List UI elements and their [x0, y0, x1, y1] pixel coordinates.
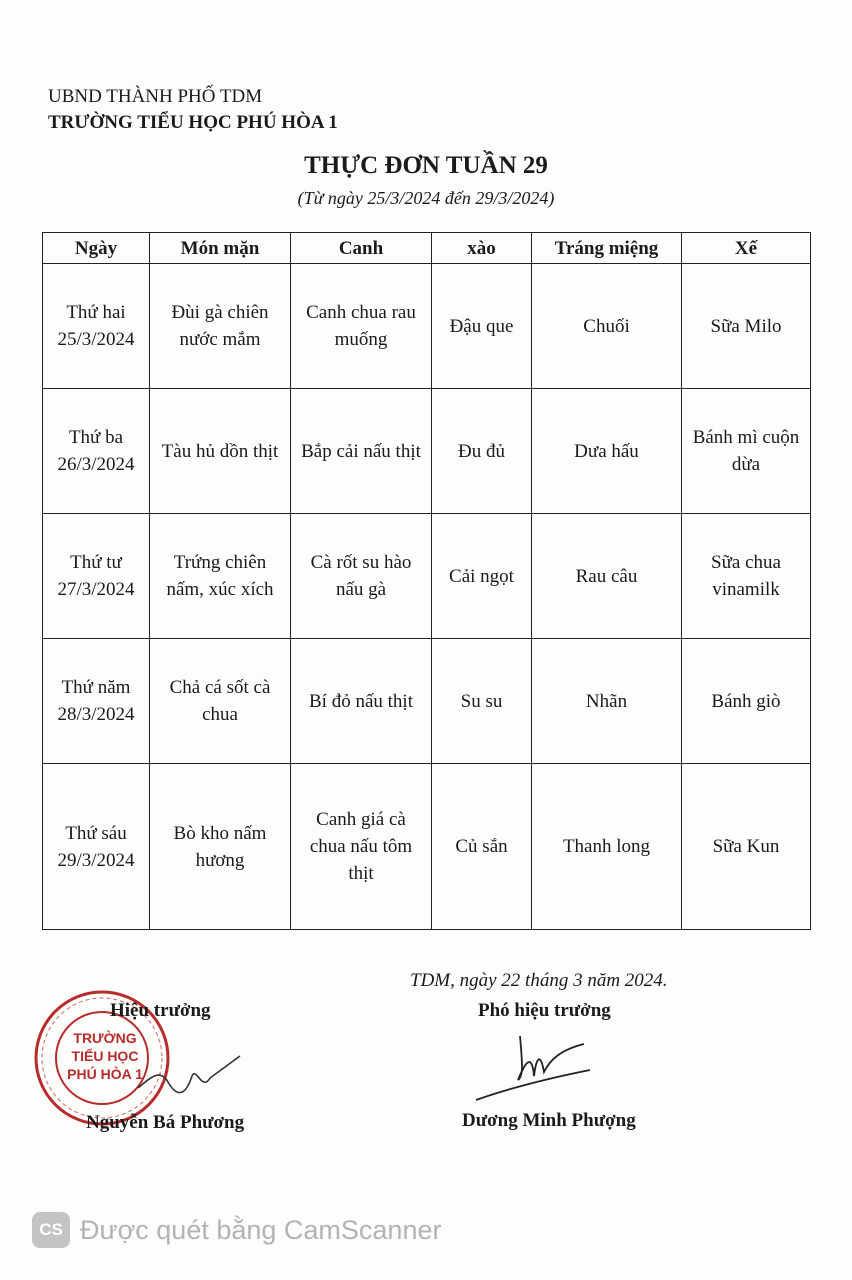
cell-mon-man: Trứng chiên nấm, xúc xích — [150, 514, 291, 639]
left-signature-icon — [130, 1048, 250, 1108]
cell-mon-man: Đùi gà chiên nước mắm — [150, 264, 291, 389]
header-xao: xào — [432, 233, 532, 264]
header-canh: Canh — [291, 233, 432, 264]
page-subtitle: (Từ ngày 25/3/2024 đến 29/3/2024) — [297, 188, 555, 208]
cell-trang-mieng: Nhãn — [532, 639, 682, 764]
cell-mon-man: Tàu hủ dồn thịt — [150, 389, 291, 514]
cell-day — [43, 639, 150, 764]
header-xe: Xế — [682, 233, 811, 264]
cell-xao: Đu đủ — [432, 389, 532, 514]
cell-xao: Su su — [432, 639, 532, 764]
day-name: Thứ hai — [66, 302, 126, 323]
table-row — [43, 639, 811, 764]
seal-line-3: PHÚ HÒA 1 — [67, 1066, 143, 1082]
signature-date-line: TDM, ngày 22 tháng 3 năm 2024. — [410, 970, 668, 991]
page-title: THỰC ĐƠN TUẦN 29 — [304, 152, 548, 179]
cell-xe: Sữa chua vinamilk — [682, 514, 811, 639]
cell-canh: Bí đỏ nấu thịt — [291, 639, 432, 764]
cell-canh: Canh chua rau muống — [291, 264, 432, 389]
cell-mon-man: Chả cá sốt cà chua — [150, 639, 291, 764]
org-line-1: UBND THÀNH PHỐ TDM — [48, 86, 263, 107]
left-signer-name: Nguyễn Bá Phương — [86, 1112, 245, 1133]
table-row — [43, 389, 811, 514]
cell-day — [43, 764, 150, 930]
header-mon-man: Món mặn — [150, 233, 291, 264]
day-date: 25/3/2024 — [57, 329, 135, 350]
cell-trang-mieng: Chuối — [532, 264, 682, 389]
cell-xe: Bánh giò — [682, 639, 811, 764]
cell-trang-mieng: Dưa hấu — [532, 389, 682, 514]
cell-xe: Sữa Milo — [682, 264, 811, 389]
cell-mon-man: Bò kho nấm hương — [150, 764, 291, 930]
right-signer-name: Dương Minh Phượng — [462, 1110, 636, 1131]
day-date: 26/3/2024 — [57, 454, 135, 475]
header-ngay: Ngày — [43, 233, 150, 264]
table-row — [43, 764, 811, 930]
header-trang-mieng: Tráng miệng — [532, 233, 682, 264]
day-date: 28/3/2024 — [57, 704, 135, 725]
cell-trang-mieng: Thanh long — [532, 764, 682, 930]
table-row — [43, 514, 811, 639]
org-line-2: TRƯỜNG TIỂU HỌC PHÚ HÒA 1 — [48, 112, 338, 133]
day-name: Thứ sáu — [65, 822, 127, 844]
cell-xao: Đậu que — [432, 264, 532, 389]
day-date: 29/3/2024 — [57, 849, 135, 871]
right-role: Phó hiệu trưởng — [478, 1000, 611, 1021]
seal-line-1: TRƯỜNG — [73, 1030, 137, 1046]
day-name: Thứ ba — [68, 427, 124, 448]
left-role: Hiệu trưởng — [110, 1000, 211, 1021]
cell-day — [43, 514, 150, 639]
day-date: 27/3/2024 — [57, 579, 135, 600]
scanner-watermark-text: Được quét bằng CamScanner — [80, 1214, 442, 1245]
cell-xao: Cải ngọt — [432, 514, 532, 639]
day-name: Thứ tư — [70, 552, 122, 573]
cell-canh: Cà rốt su hào nấu gà — [291, 514, 432, 639]
seal-line-2: TIỂU HỌC — [71, 1048, 139, 1064]
cell-xe: Sữa Kun — [682, 764, 811, 930]
cell-canh: Canh giá cà chua nấu tôm thịt — [291, 764, 432, 930]
cell-canh: Bắp cải nấu thịt — [291, 389, 432, 514]
cell-xe: Bánh mì cuộn dừa — [682, 389, 811, 514]
table-row — [43, 264, 811, 389]
table-header-row — [43, 233, 811, 264]
cell-day — [43, 389, 150, 514]
menu-table — [42, 232, 811, 930]
right-signature-icon — [470, 1030, 620, 1110]
cell-trang-mieng: Rau câu — [532, 514, 682, 639]
day-name: Thứ năm — [61, 677, 131, 698]
scanner-watermark — [32, 1212, 441, 1248]
cell-xao: Củ sắn — [432, 764, 532, 930]
cell-day — [43, 264, 150, 389]
camscanner-logo-icon: CS — [32, 1212, 70, 1248]
